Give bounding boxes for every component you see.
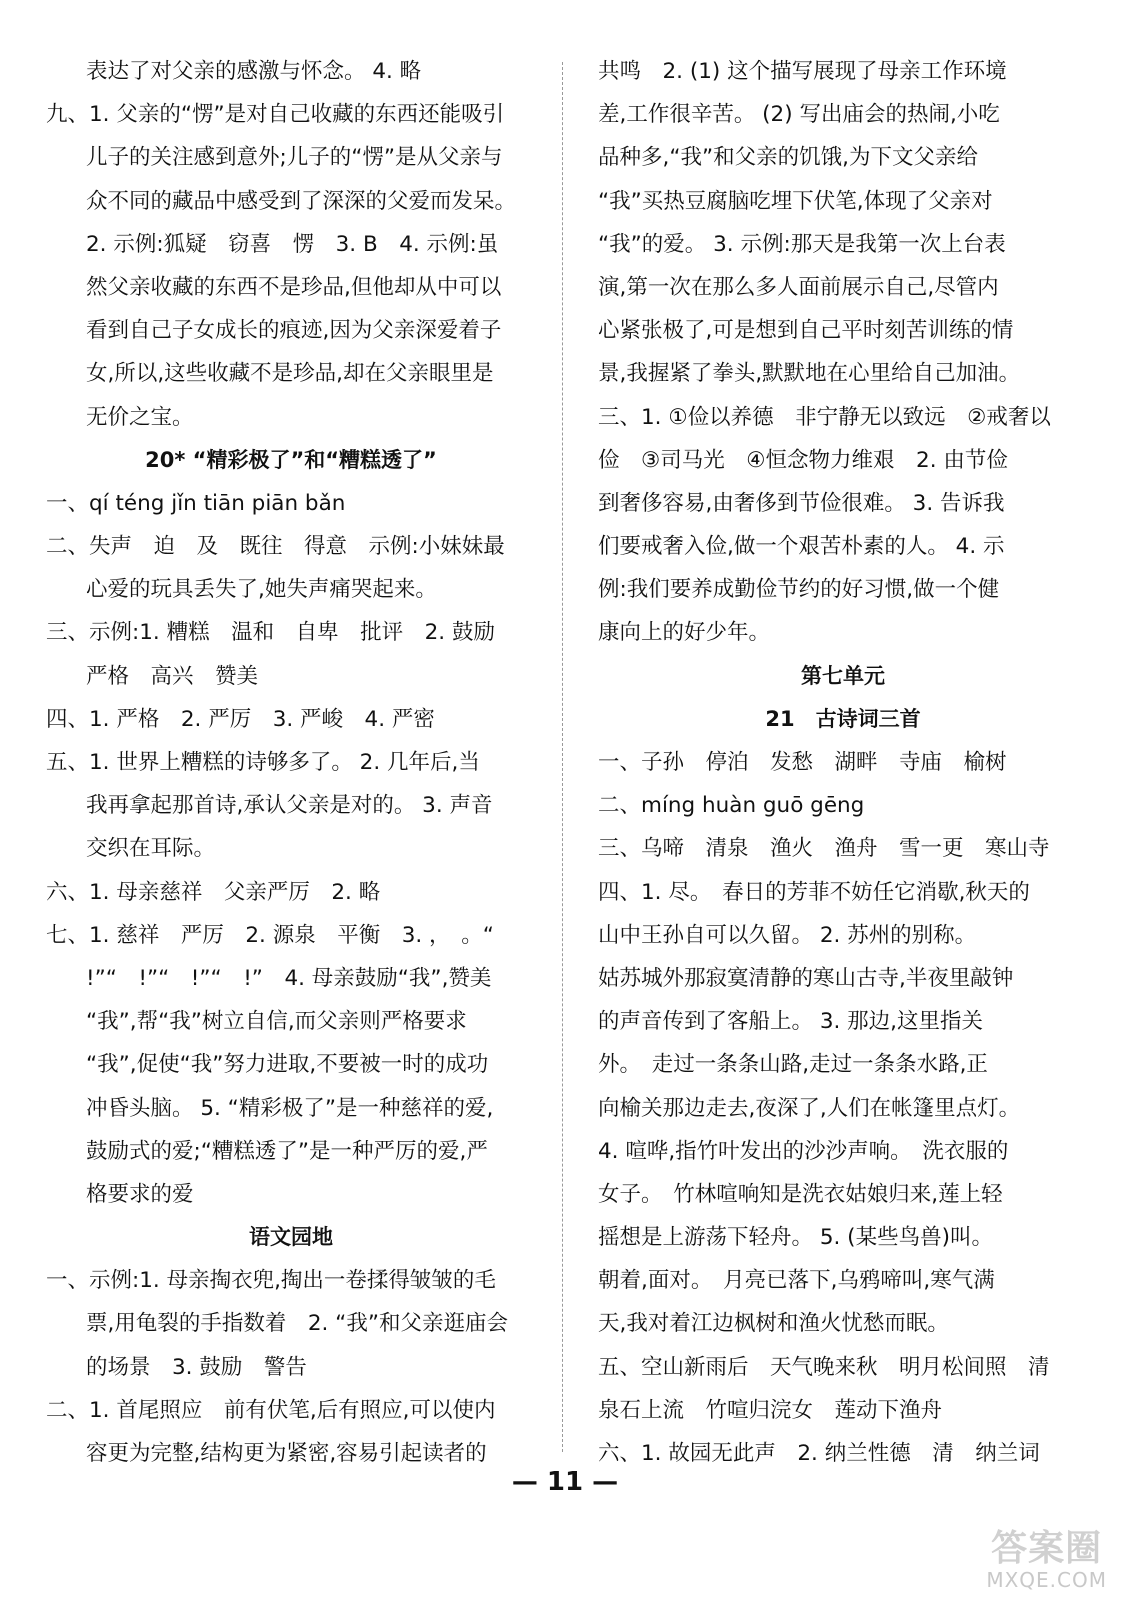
answer-line: 品种多,“我”和父亲的饥饿,为下文父亲给: [598, 145, 978, 171]
watermark-logo: 答案圈: [991, 1528, 1103, 1569]
answer-line: 的场景 3. 鼓励 警告: [86, 1354, 307, 1380]
section-heading: 第七单元: [801, 663, 885, 688]
answer-line: 交织在耳际。: [86, 836, 216, 862]
answer-line: 六、1. 故园无此声 2. 纳兰性德 清 纳兰词: [598, 1441, 1040, 1466]
answer-line: 康向上的好少年。: [598, 620, 771, 646]
answer-line: 天,我对着江边枫树和渔火忧愁而眠。: [598, 1311, 949, 1337]
answer-line: 4. 喧哗,指竹叶发出的沙沙声响。 洗衣服的: [598, 1138, 1009, 1164]
answer-line: 山中王孙自可以久留。 2. 苏州的别称。: [598, 922, 977, 948]
answer-line: 朝着,面对。 月亮已落下,乌鸦啼叫,寒气满: [598, 1268, 995, 1294]
page-number: — 11 —: [511, 1467, 619, 1497]
answer-line: 表达了对父亲的感激与怀念。 4. 略: [86, 59, 422, 84]
answer-line: 冲昏头脑。 5. “精彩极了”是一种慈祥的爱,: [86, 1095, 494, 1121]
answer-line: 三、乌啼 清泉 渔火 渔舟 雪一更 寒山寺: [598, 836, 1050, 862]
answer-line: 无价之宝。: [86, 404, 194, 430]
right-column: [598, 50, 1088, 1475]
left-column: [46, 50, 536, 1475]
answer-line: 一、示例:1. 母亲掏衣兜,掏出一卷揉得皱皱的毛: [46, 1268, 496, 1294]
answer-line: !”“ !”“ !”“ !” 4. 母亲鼓励“我”,赞美: [86, 965, 492, 991]
answer-line: 共鸣 2. (1) 这个描写展现了母亲工作环境: [598, 59, 1007, 84]
answer-line: 严格 高兴 赞美: [86, 663, 259, 689]
answer-line: 差,工作很辛苦。 (2) 写出庙会的热闹,小吃: [598, 102, 1000, 128]
answer-line: 例:我们要养成勤俭节约的好习惯,做一个健: [598, 577, 1000, 603]
answer-line: 三、1. ①俭以养德 非宁静无以致远 ②戒奢以: [598, 404, 1051, 430]
answer-line: “我”,促使“我”努力进取,不要被一时的成功: [86, 1052, 489, 1078]
watermark: [986, 1530, 1107, 1592]
section-heading: 语文园地: [249, 1225, 333, 1250]
answer-line: 众不同的藏品中感受到了深深的父爱而发呆。: [86, 188, 517, 214]
answer-line: 格要求的爱: [86, 1181, 194, 1207]
answer-line: 票,用龟裂的手指数着 2. “我”和父亲逛庙会: [86, 1311, 508, 1337]
answer-line: 三、示例:1. 糟糕 温和 自卑 批评 2. 鼓励: [46, 620, 495, 646]
answer-line: 一、qí téng jǐn tiān piān bǎn: [46, 490, 346, 516]
answer-line: 2. 示例:狐疑 窃喜 愣 3. B 4. 示例:虽: [86, 231, 499, 257]
answer-line: 心爱的玩具丢失了,她失声痛哭起来。: [86, 577, 437, 603]
answer-line: “我”买热豆腐脑吃埋下伏笔,体现了父亲对: [598, 188, 993, 214]
answer-line: 们要戒奢入俭,做一个艰苦朴素的人。 4. 示: [598, 534, 1005, 560]
answer-line: 四、1. 严格 2. 严厉 3. 严峻 4. 严密: [46, 706, 435, 732]
answer-line: 景,我握紧了拳头,默默地在心里给自己加油。: [598, 361, 1021, 387]
answer-line: 五、1. 世界上糟糕的诗够多了。 2. 几年后,当: [46, 750, 480, 775]
answer-line: 姑苏城外那寂寞清静的寒山古寺,半夜里敲钟: [598, 965, 1014, 991]
section-heading: 20* “精彩极了”和“糟糕透了”: [145, 447, 437, 472]
answer-line: 二、1. 首尾照应 前有伏笔,后有照应,可以使内: [46, 1397, 496, 1423]
answer-line: 心紧张极了,可是想到自己平时刻苦训练的情: [598, 318, 1014, 344]
answer-line: 向榆关那边走去,夜深了,人们在帐篷里点灯。: [598, 1095, 1021, 1121]
answer-line: 五、空山新雨后 天气晚来秋 明月松间照 清: [598, 1354, 1050, 1380]
answer-line: 一、子孙 停泊 发愁 湖畔 寺庙 榆树: [598, 750, 1007, 775]
answer-line: 女,所以,这些收藏不是珍品,却在父亲眼里是: [86, 361, 494, 387]
column-divider: [562, 62, 563, 1452]
answer-line: 六、1. 母亲慈祥 父亲严厉 2. 略: [46, 879, 381, 905]
answer-line: 然父亲收藏的东西不是珍品,但他却从中可以: [86, 274, 502, 300]
answer-line: 四、1. 尽。 春日的芳菲不妨任它消歇,秋天的: [598, 879, 1030, 905]
answer-line: 俭 ③司马光 ④恒念物力维艰 2. 由节俭: [598, 447, 1008, 473]
answer-line: 二、失声 迫 及 既往 得意 示例:小妹妹最: [46, 534, 505, 560]
answer-line: 九、1. 父亲的“愣”是对自己收藏的东西还能吸引: [46, 102, 505, 128]
answer-line: 容更为完整,结构更为紧密,容易引起读者的: [86, 1441, 487, 1466]
answer-line: 外。 走过一条条山路,走过一条条水路,正: [598, 1052, 988, 1078]
answer-line: 二、míng huàn guō gēng: [598, 793, 865, 819]
answer-line: 演,第一次在那么多人面前展示自己,尽管内: [598, 274, 999, 300]
answer-line: 泉石上流 竹喧归浣女 莲动下渔舟: [598, 1397, 943, 1423]
answer-line: 摇想是上游荡下轻舟。 5. (某些鸟兽)叫。: [598, 1225, 993, 1251]
section-heading: 21 古诗词三首: [765, 706, 921, 731]
answer-line: “我”的爱。 3. 示例:那天是我第一次上台表: [598, 231, 1006, 257]
watermark-site: MXQE.COM: [986, 1568, 1107, 1592]
answer-line: 女子。 竹林喧响知是洗衣姑娘归来,莲上轻: [598, 1181, 1003, 1207]
answer-line: 七、1. 慈祥 严厉 2. 源泉 平衡 3. ， 。“: [46, 922, 494, 948]
answer-line: 儿子的关注感到意外;儿子的“愣”是从父亲与: [86, 145, 503, 171]
answer-line: “我”,帮“我”树立自信,而父亲则严格要求: [86, 1009, 467, 1035]
answer-line: 看到自己子女成长的痕迹,因为父亲深爱着子: [86, 318, 502, 344]
answer-line: 我再拿起那首诗,承认父亲是对的。 3. 声音: [86, 793, 493, 819]
answer-line: 的声音传到了客船上。 3. 那边,这里指关: [598, 1009, 984, 1035]
answer-line: 到奢侈容易,由奢侈到节俭很难。 3. 告诉我: [598, 490, 1005, 516]
answer-line: 鼓励式的爱;“糟糕透了”是一种严厉的爱,严: [86, 1138, 488, 1164]
